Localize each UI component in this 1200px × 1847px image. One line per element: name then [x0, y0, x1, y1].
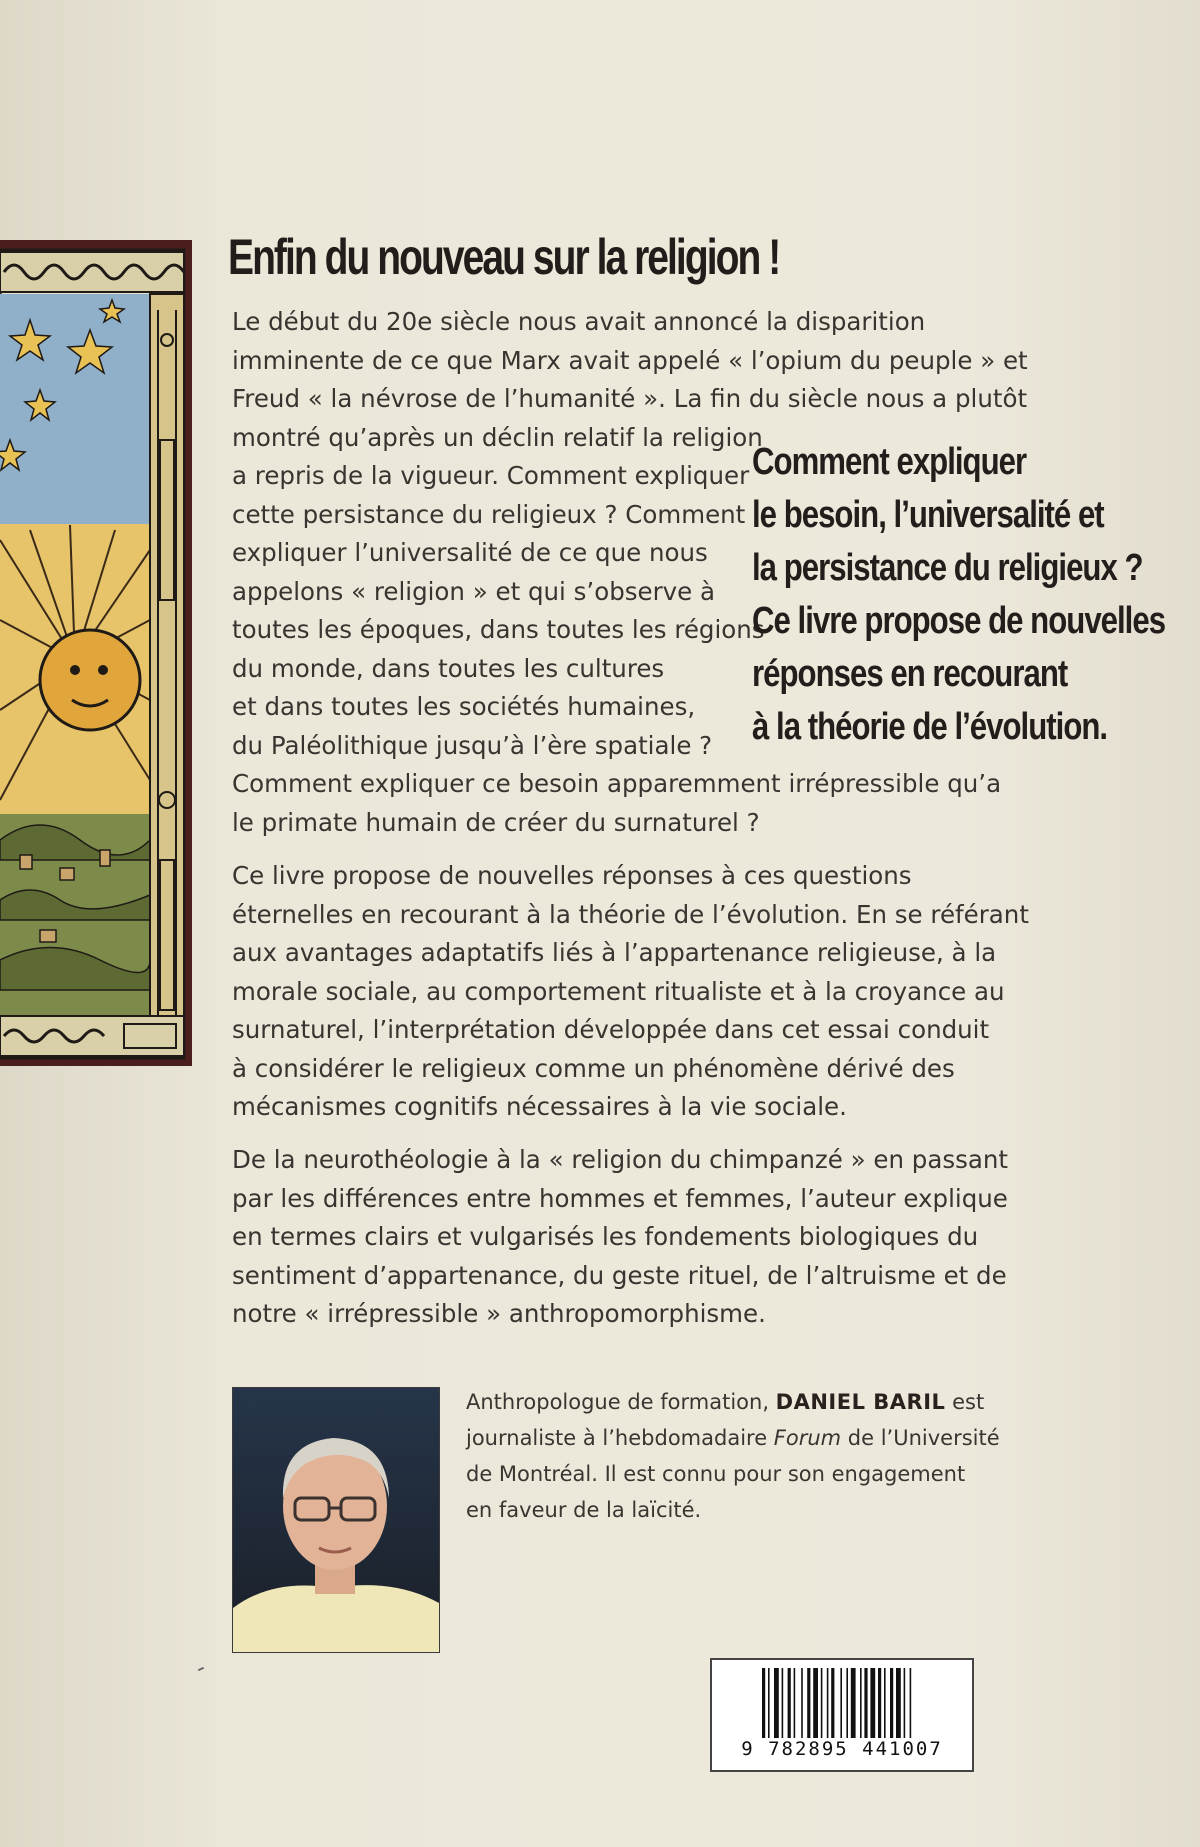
bio-line — [466, 1420, 1000, 1456]
bio-text: est — [945, 1390, 985, 1414]
text-line: en termes clairs et vulgarisés les fondements biologiques du — [232, 1222, 979, 1251]
text-line: et dans toutes les sociétés humaines, — [232, 692, 696, 721]
pull-quote-line: réponses en recourant — [752, 653, 1068, 695]
pull-quote-line: le besoin, l’universalité et — [752, 494, 1104, 536]
bio-text: de l’Université — [841, 1426, 1000, 1450]
bio-line: en faveur de la laïcité. — [466, 1498, 702, 1522]
text-line: mécanismes cognitifs nécessaires à la vie sociale. — [232, 1092, 847, 1121]
text-line: a repris de la vigueur. Comment expliquer — [232, 461, 750, 490]
text-line: surnaturel, l’interprétation développée dans cet essai conduit — [232, 1015, 990, 1044]
text-line: éternelles en recourant à la théorie de l’évolution. En se référant — [232, 899, 1029, 929]
text-line: Le début du 20e siècle nous avait annoncé la disparition — [232, 307, 926, 336]
bio-text: Anthropologue de formation, — [466, 1390, 776, 1414]
pull-quote — [752, 436, 1172, 754]
paragraph-three — [232, 1141, 1009, 1334]
isbn-number: 9 782895 441007 — [741, 1738, 943, 1760]
bio-line — [466, 1384, 986, 1420]
text-line: aux avantages adaptatifs liés à l’appartenance religieuse, à la — [232, 938, 997, 967]
headline: Enfin du nouveau sur la religion ! — [228, 229, 780, 285]
text-line: le primate humain de créer du surnaturel ? — [232, 807, 760, 837]
text-line: par les différences entre hommes et femmes, l’auteur explique — [232, 1183, 1008, 1213]
text-line: Ce livre propose de nouvelles réponses à ces questions — [232, 861, 912, 890]
author-name: DANIEL BARIL — [775, 1390, 946, 1414]
text-line: à considérer le religieux comme un phénomène dérivé des — [232, 1053, 955, 1083]
text-line: toutes les époques, dans toutes les régions — [232, 615, 765, 644]
text-line: sentiment d’appartenance, du geste rituel, de l’altruisme et de — [232, 1260, 1007, 1290]
text-line: notre « irrépressible » anthropomorphisme. — [232, 1299, 766, 1328]
text-line: imminente de ce que Marx avait appelé « l’opium du peuple » et — [232, 345, 1028, 375]
print-mark — [198, 1667, 204, 1671]
isbn-barcode — [710, 1658, 974, 1772]
text-line: expliquer l’universalité de ce que nous — [232, 538, 708, 567]
woodcut-illustration — [0, 240, 192, 1066]
intro-paragraph-column — [232, 419, 765, 766]
woodcut-svg — [0, 240, 192, 1066]
text-line: montré qu’après un déclin relatif la religion — [232, 422, 763, 452]
author-photo — [232, 1387, 440, 1653]
text-line: Freud « la névrose de l’humanité ». La fin du siècle nous a plutôt — [232, 384, 1028, 413]
text-line: cette persistance du religieux ? Comment — [232, 499, 746, 529]
barcode-bars — [762, 1668, 962, 1738]
text-line: morale sociale, au comportement ritualiste et à la croyance au — [232, 976, 1005, 1006]
text-line: appelons « religion » et qui s’observe à — [232, 576, 716, 606]
author-portrait-svg — [233, 1388, 439, 1652]
text-line: De la neurothéologie à la « religion du chimpanzé » en passant — [232, 1145, 1009, 1174]
text-line: du monde, dans toutes les cultures — [232, 653, 665, 683]
text-line: du Paléolithique jusqu’à l’ère spatiale ? — [232, 730, 713, 760]
author-bio — [466, 1384, 1000, 1528]
bio-text: journaliste à l’hebdomadaire — [466, 1426, 774, 1450]
pull-quote-line: la persistance du religieux ? — [752, 547, 1143, 589]
pull-quote-line: à la théorie de l’évolution. — [752, 706, 1108, 748]
bio-line: de Montréal. Il est connu pour son engagement — [466, 1462, 966, 1486]
pull-quote-line: Comment expliquer — [752, 441, 1027, 483]
intro-paragraph-end — [232, 765, 1002, 842]
text-line: Comment expliquer ce besoin apparemment irrépressible qu’a — [232, 769, 1002, 798]
publication-name: Forum — [773, 1426, 842, 1450]
paragraph-two — [232, 857, 1029, 1127]
intro-paragraph-top — [232, 303, 1028, 419]
pull-quote-line: Ce livre propose de nouvelles — [752, 600, 1166, 642]
